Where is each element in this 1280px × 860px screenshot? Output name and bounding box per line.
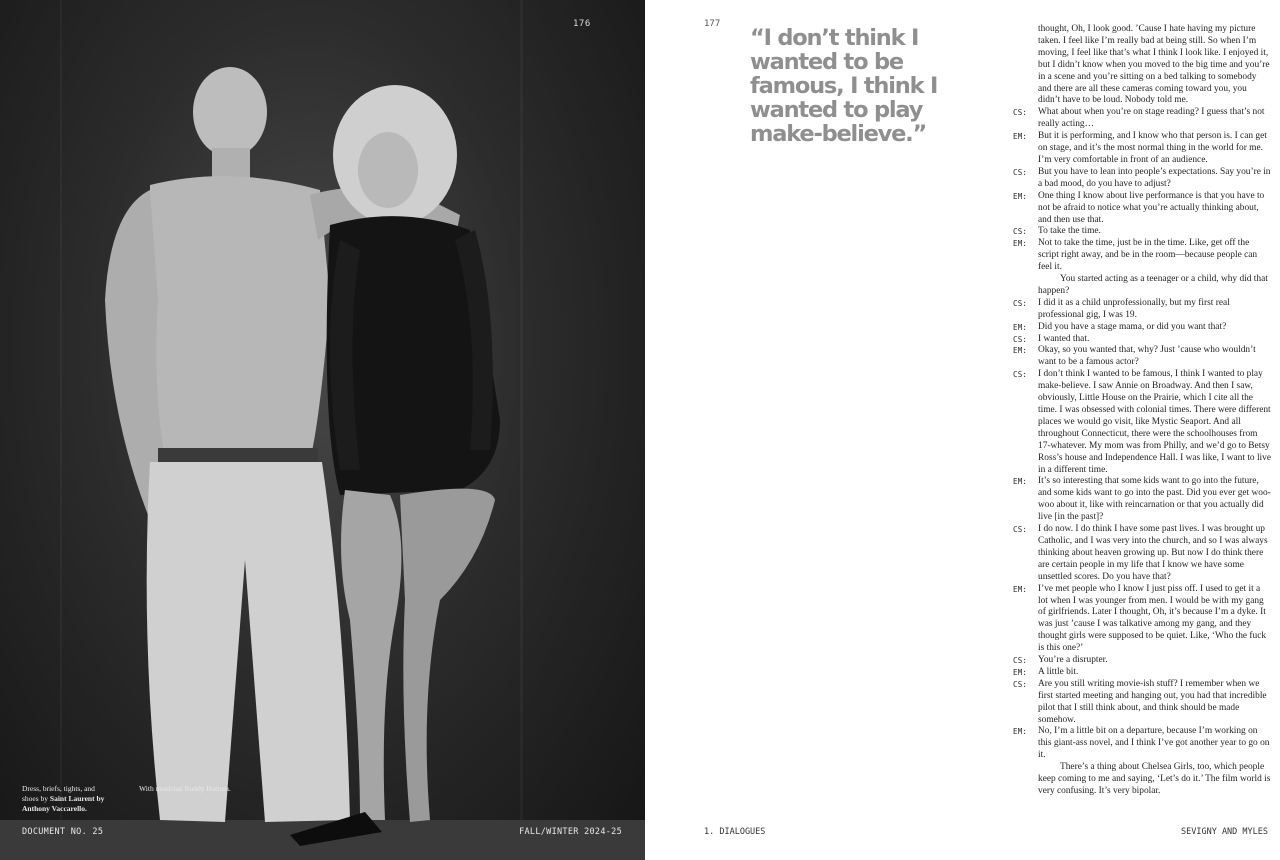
interview-paragraph <box>1013 226 1271 238</box>
speaker-initials: CS: <box>1013 525 1028 535</box>
text-page <box>645 0 1280 860</box>
paragraph-continuation: There’s a thing about Chelsea Girls, too, which people keep coming to me and saying, ‘Let’s do it.’ The film world is very confusing. It’s very bipolar. <box>1038 762 1271 796</box>
speaker-initials: CS: <box>1013 227 1028 237</box>
section-label: 1. DIALOGUES <box>704 827 766 837</box>
speaker-initials: CS: <box>1013 679 1028 689</box>
paragraph-text: It’s so interesting that some kids want to go into the future, and some kids want to go into the past. Did you ever get woo-woo about it, like with reincarnation or that you actually did live [in the past]? <box>1038 476 1271 523</box>
paragraph-text: But it is performing, and I know who that person is. I can get on stage, and it’s the most normal thing in the world for me. I’m very comfortable in front of an audience. <box>1038 131 1267 165</box>
interview-paragraph <box>1013 726 1271 797</box>
interview-paragraph <box>1013 345 1271 369</box>
paragraph-text: Are you still writing movie-ish stuff? I remember when we first started meeting and hanging out, you had that incredible pilot that I still think about, and think should be made somehow. <box>1038 678 1267 725</box>
interview-paragraph <box>1013 298 1271 322</box>
magazine-issue: DOCUMENT NO. 25 <box>22 827 104 837</box>
belt <box>158 448 318 464</box>
speaker-initials: EM: <box>1013 346 1028 356</box>
interview-paragraph <box>1013 131 1271 167</box>
paragraph-text: A little bit. <box>1038 666 1079 677</box>
man-head <box>193 67 267 157</box>
speaker-initials: EM: <box>1013 322 1028 332</box>
page-number: 177 <box>704 19 721 29</box>
speaker-initials: CS: <box>1013 108 1028 118</box>
speaker-initials: CS: <box>1013 656 1028 666</box>
speaker-initials: EM: <box>1013 584 1028 594</box>
man-neck <box>212 148 250 178</box>
paragraph-text: Okay, so you wanted that, why? Just ’cause who wouldn’t want to be a famous actor? <box>1038 345 1256 368</box>
speaker-initials: EM: <box>1013 477 1028 487</box>
paragraph-text: But you have to lean into people’s expectations. Say you’re in a bad mood, do you have to adjust? <box>1038 166 1271 189</box>
paragraph-text: I’ve met people who I know I just piss off. I used to get it a lot when I was younger from men. I would be with my gang of girlfriends. Later I thought, Oh, it’s because I’m a dyke. It was just ’cause I was talkative among my gang, and they thought girls were supposed to be quiet. Like, ‘Who the fuck is this one?’ <box>1038 583 1267 654</box>
paragraph-text: thought, Oh, I look good. ’Cause I hate having my picture taken. I feel like I’m really bad at being still. So when I’m moving, I feel like that’s what I think I look like. I enjoyed it, but I didn’t know when you moved to the big time and you’re in a scene and you’re sitting on a bed talking to somebody and there are all these cameras coming toward you, you didn’t have to be loud. Nobody told me. <box>1038 24 1270 106</box>
speaker-initials: CS: <box>1013 298 1028 308</box>
paragraph-text: I did it as a child unprofessionally, but my first real professional gig, I was 19. <box>1038 297 1230 320</box>
man-torso <box>150 176 330 460</box>
article-title: SEVIGNY AND MYLES <box>1181 827 1268 837</box>
speaker-initials: EM: <box>1013 667 1028 677</box>
paragraph-text: To take the time. <box>1038 226 1101 237</box>
interview-paragraph <box>1013 679 1271 727</box>
speaker-initials: EM: <box>1013 727 1028 737</box>
page-number: 176 <box>573 19 591 29</box>
speaker-initials: CS: <box>1013 167 1028 177</box>
paragraph-text: No, I’m a little bit on a departure, because I’m working on this giant-ass novel, and I think I’ve got another year to go on it. <box>1038 726 1270 761</box>
paragraph-text: What about when you’re on stage reading? I guess that’s not really acting… <box>1038 107 1265 130</box>
woman-face <box>358 132 418 208</box>
interview-paragraph <box>1013 655 1271 667</box>
speaker-initials: CS: <box>1013 370 1028 380</box>
interview-paragraph <box>1013 191 1271 227</box>
speaker-initials: EM: <box>1013 239 1028 249</box>
interview-paragraph <box>1013 369 1271 476</box>
interview-paragraph <box>1013 167 1271 191</box>
magazine-season: FALL/WINTER 2024-25 <box>519 827 622 837</box>
paragraph-text: I do now. I do think I have some past lives. I was brought up Catholic, and I was very into the church, and so I was always thinking about heaven growing up. But now I do think there are certain people in my life that I know we have some unsettled scores. Do you have that? <box>1038 524 1268 582</box>
paragraph-text: You’re a disrupter. <box>1038 655 1108 666</box>
interview-paragraph <box>1013 524 1271 584</box>
photo-credit-caption: Dress, briefs, tights, and shoes by Saint Laurent by Anthony Vaccarello. <box>22 784 105 813</box>
paragraph-text: One thing I know about live performance is that you have to not be afraid to notice what you’re actually thinking about, and then use that. <box>1038 190 1265 225</box>
paragraph-text: I wanted that. <box>1038 333 1090 344</box>
paragraph-text: I don’t think I wanted to be famous, I think I wanted to play make-believe. I saw Annie on Broadway. And then I saw, obviously, Little House on the Prairie, which I cite all the time. I was obsessed with colonial times. There were different places we would go visit, like Mystic Seaport. And all throughout Connecticut, there were the schoolhouses from 17-whatever. My mom was from Philly, and we’d go to Betsy Ross’s house and Independence Hall. I was like, I want to live in a different time. <box>1038 369 1272 475</box>
woman-leg <box>400 489 495 822</box>
paragraph-text: Did you have a stage mama, or did you want that? <box>1038 321 1227 332</box>
interview-paragraph <box>1013 24 1271 107</box>
photo-subject-caption: With musician Roddy Bottum. <box>139 784 231 793</box>
interview-paragraph <box>1013 238 1271 298</box>
interview-paragraph <box>1013 334 1271 346</box>
jeans <box>147 462 350 822</box>
interview-text <box>1013 24 1271 798</box>
speaker-initials: CS: <box>1013 334 1028 344</box>
interview-paragraph <box>1013 476 1271 524</box>
woman-leg <box>341 490 401 820</box>
interview-paragraph <box>1013 667 1271 679</box>
speaker-initials: EM: <box>1013 132 1028 142</box>
speaker-initials: EM: <box>1013 191 1028 201</box>
paragraph-continuation: You started acting as a teenager or a child, why did that happen? <box>1038 274 1268 296</box>
interview-paragraph <box>1013 584 1271 655</box>
pull-quote: “I don’t think I wanted to be famous, I think I wanted to play make-believe.” <box>750 25 938 147</box>
interview-paragraph <box>1013 107 1271 131</box>
interview-paragraph <box>1013 322 1271 334</box>
paragraph-text: Not to take the time, just be in the time. Like, get off the script right away, and be in the room—because people can feel it. <box>1038 238 1258 273</box>
